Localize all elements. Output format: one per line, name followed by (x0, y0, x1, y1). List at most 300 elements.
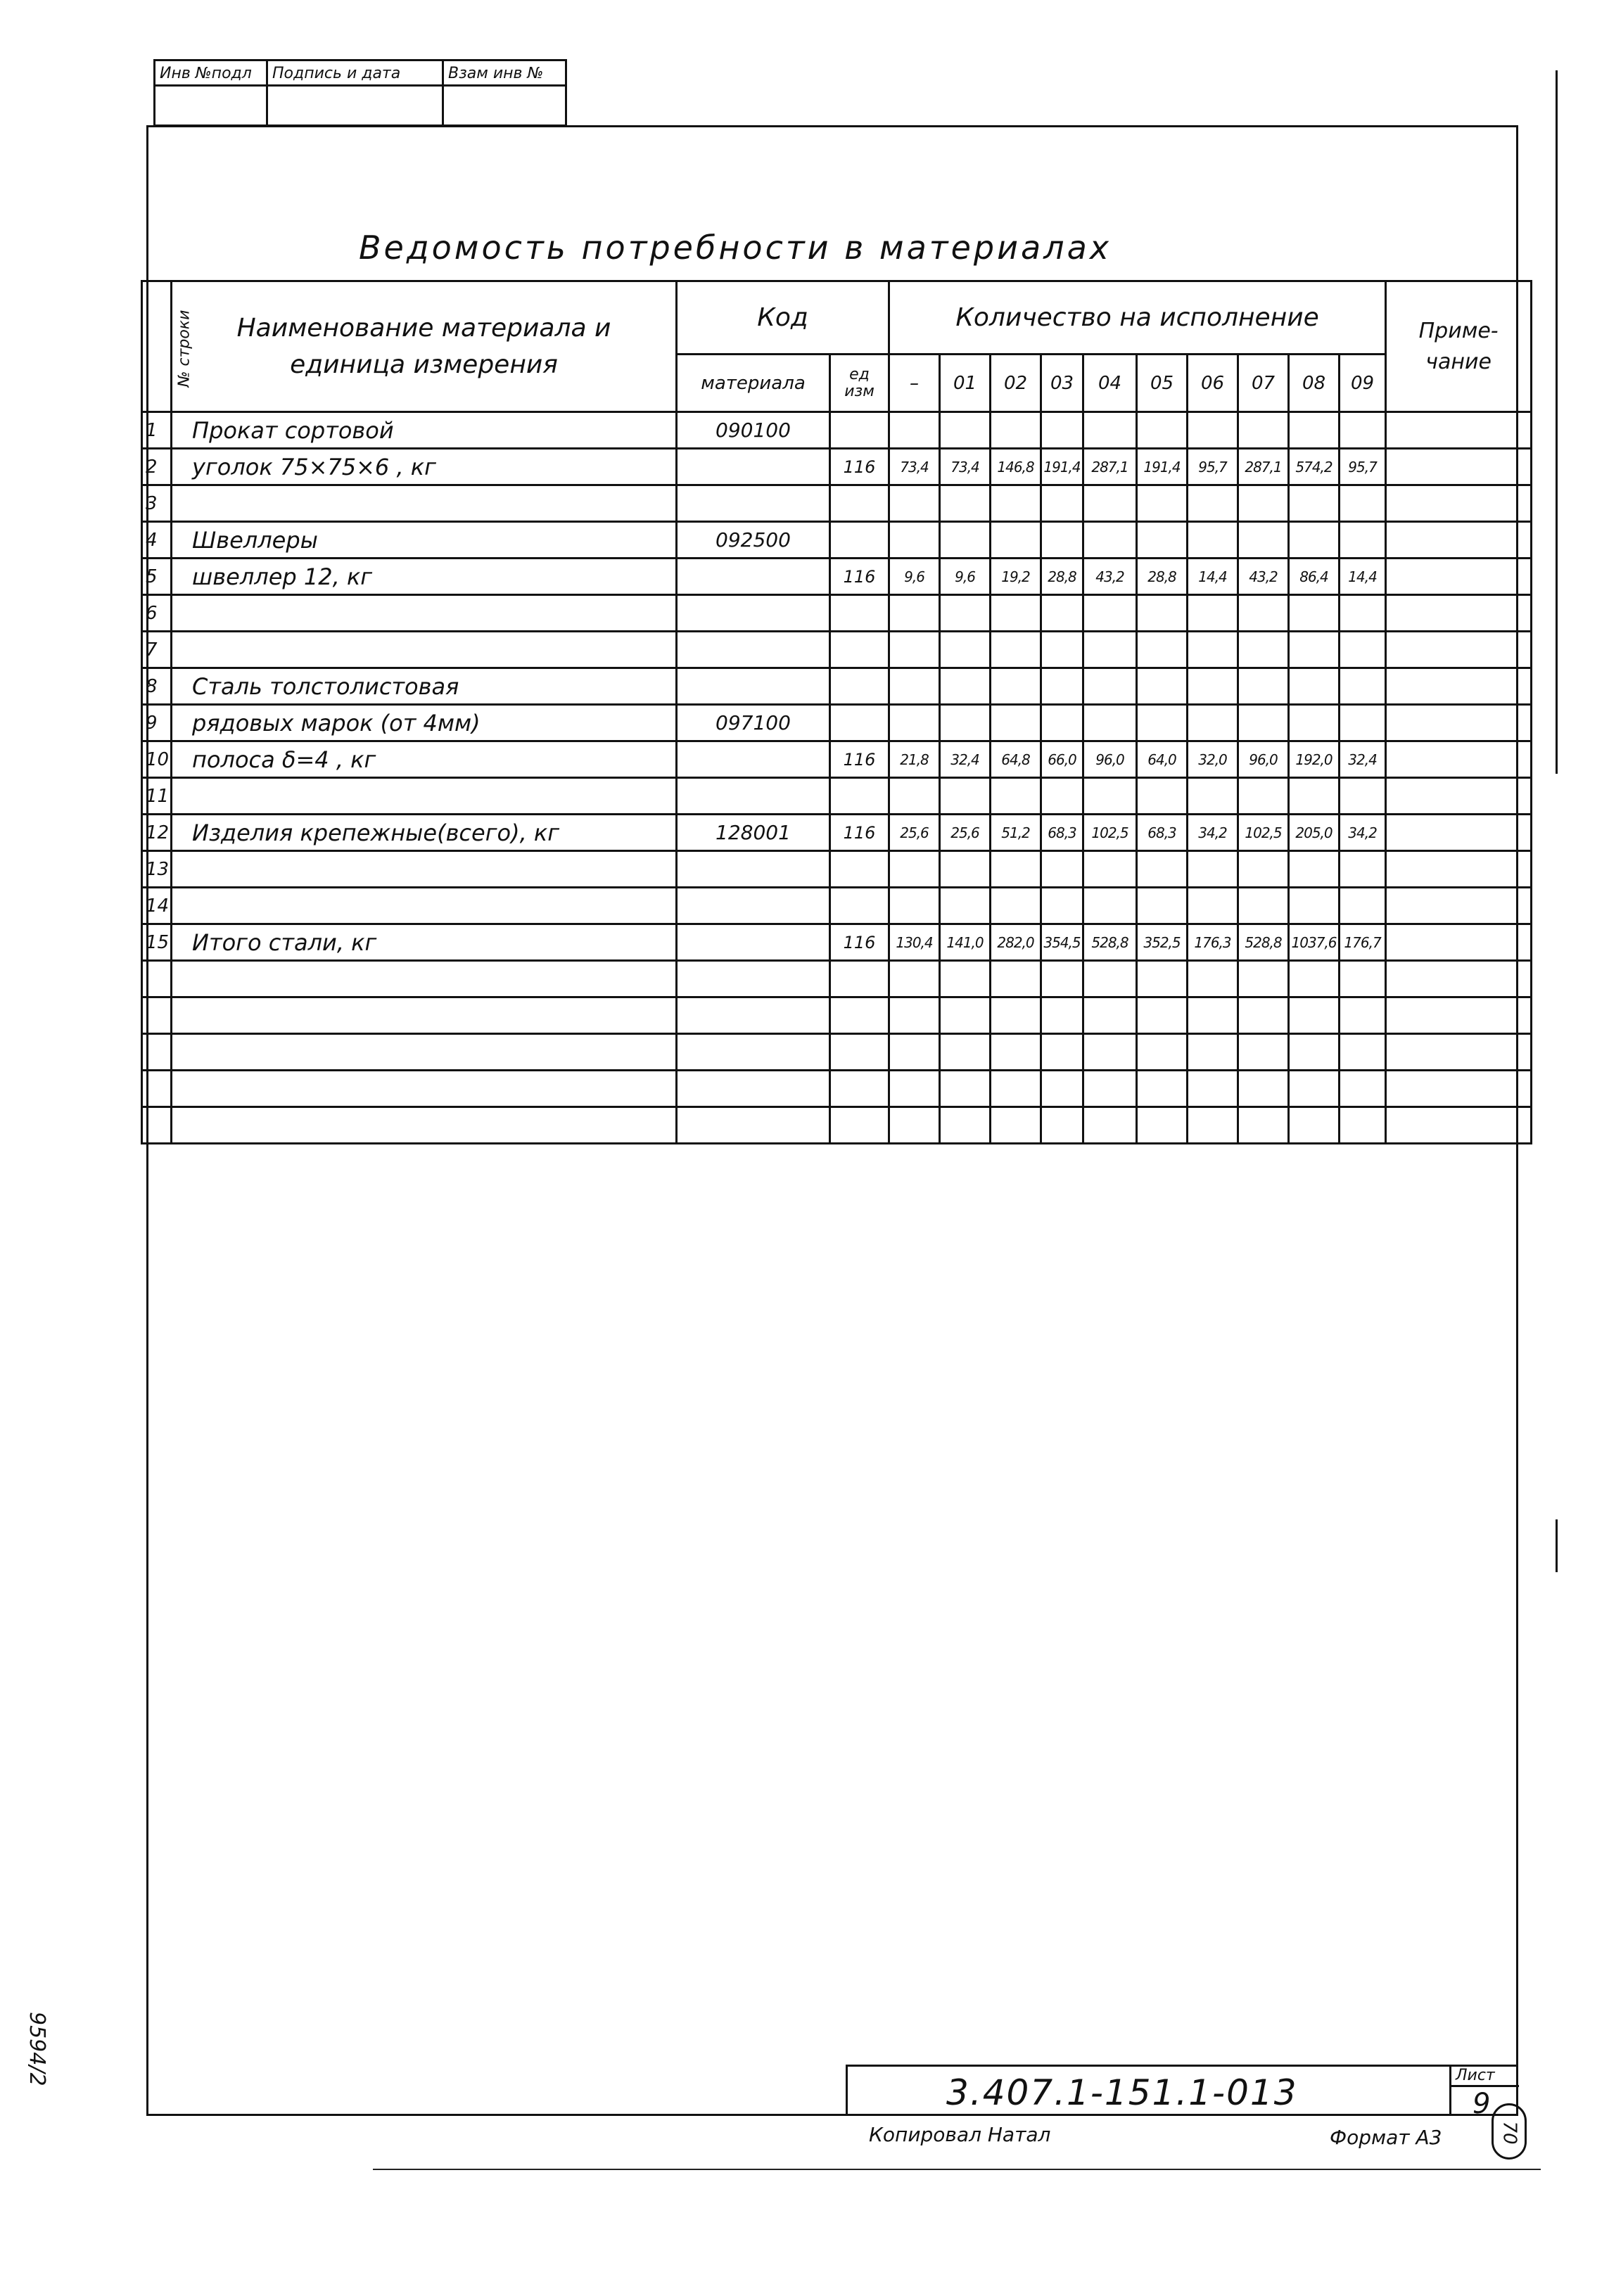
note-cell (1386, 961, 1532, 997)
quantity-cell (1137, 1071, 1188, 1107)
row-number (142, 997, 172, 1034)
material-code (677, 632, 830, 668)
header-variant: 02 (991, 355, 1041, 412)
table-row (142, 595, 1532, 632)
row-number (142, 1034, 172, 1071)
material-code (677, 1071, 830, 1107)
note-cell (1386, 522, 1532, 559)
note-cell (1386, 741, 1532, 778)
quantity-cell: 9,6 (889, 559, 940, 595)
row-number: 8 (142, 668, 172, 705)
quantity-cell (1238, 632, 1289, 668)
quantity-cell (1137, 778, 1188, 815)
quantity-cell (889, 522, 940, 559)
material-code (677, 559, 830, 595)
quantity-cell (991, 485, 1041, 522)
quantity-cell: 25,6 (889, 815, 940, 851)
quantity-cell (1238, 485, 1289, 522)
material-code (677, 485, 830, 522)
quantity-cell (940, 668, 991, 705)
quantity-cell (1340, 1071, 1386, 1107)
quantity-cell (1340, 412, 1386, 449)
quantity-cell (1041, 412, 1083, 449)
quantity-cell (1188, 888, 1238, 924)
table-row (142, 668, 1532, 705)
unit-code: 116 (830, 741, 889, 778)
sheet-number: 9 (1473, 2088, 1491, 2120)
material-name (172, 1034, 677, 1071)
row-number (142, 1071, 172, 1107)
quantity-cell: 43,2 (1083, 559, 1137, 595)
quantity-cell (1188, 961, 1238, 997)
row-number: 12 (142, 815, 172, 851)
quantity-cell (1340, 705, 1386, 741)
note-cell (1386, 595, 1532, 632)
quantity-cell (940, 1107, 991, 1144)
material-code (677, 997, 830, 1034)
quantity-cell (1289, 1107, 1340, 1144)
note-cell (1386, 851, 1532, 888)
quantity-cell (1238, 778, 1289, 815)
quantity-cell (1238, 412, 1289, 449)
quantity-cell (940, 888, 991, 924)
quantity-cell (1137, 1107, 1188, 1144)
quantity-cell (940, 778, 991, 815)
material-code (677, 924, 830, 961)
quantity-cell (1137, 961, 1188, 997)
quantity-cell: 68,3 (1041, 815, 1083, 851)
table-row (142, 1107, 1532, 1144)
materials-table (141, 280, 1532, 1144)
material-name: полоса δ=4 , кг (172, 741, 677, 778)
material-code: 097100 (677, 705, 830, 741)
row-number: 5 (142, 559, 172, 595)
quantity-cell: 73,4 (940, 449, 991, 485)
quantity-cell (940, 595, 991, 632)
material-name (172, 888, 677, 924)
quantity-cell (1083, 522, 1137, 559)
table-row (142, 485, 1532, 522)
page-title: Ведомость потребности в материалах (359, 229, 1112, 267)
material-name (172, 851, 677, 888)
document-code: 3.407.1-151.1-013 (946, 2072, 1298, 2113)
header-variant: – (889, 355, 940, 412)
row-number: 9 (142, 705, 172, 741)
header-code-material: материала (677, 355, 830, 412)
note-cell (1386, 1034, 1532, 1071)
quantity-cell (991, 997, 1041, 1034)
row-number (142, 961, 172, 997)
quantity-cell (1083, 595, 1137, 632)
unit-code (830, 522, 889, 559)
quantity-cell (1041, 1034, 1083, 1071)
table-row (142, 559, 1532, 595)
quantity-cell (1289, 522, 1340, 559)
header-name: Наименование материала и единица измерения (172, 281, 677, 412)
quantity-cell (991, 1034, 1041, 1071)
table-row (142, 632, 1532, 668)
quantity-cell (1340, 595, 1386, 632)
quantity-cell (889, 1107, 940, 1144)
quantity-cell (1188, 705, 1238, 741)
quantity-cell (940, 412, 991, 449)
quantity-cell: 96,0 (1083, 741, 1137, 778)
table-row (142, 522, 1532, 559)
quantity-cell (1188, 778, 1238, 815)
quantity-cell: 192,0 (1289, 741, 1340, 778)
header-quantity: Количество на исполнение (889, 281, 1386, 355)
quantity-cell: 141,0 (940, 924, 991, 961)
material-code (677, 961, 830, 997)
quantity-cell (1289, 778, 1340, 815)
quantity-cell (1340, 888, 1386, 924)
quantity-cell (1188, 851, 1238, 888)
unit-code: 116 (830, 559, 889, 595)
quantity-cell (1041, 997, 1083, 1034)
quantity-cell: 68,3 (1137, 815, 1188, 851)
header-variant: 08 (1289, 355, 1340, 412)
unit-code: 116 (830, 815, 889, 851)
quantity-cell (1188, 485, 1238, 522)
quantity-cell (1083, 668, 1137, 705)
stamp-cell (155, 87, 268, 127)
quantity-cell (1188, 595, 1238, 632)
quantity-cell: 354,5 (1041, 924, 1083, 961)
quantity-cell (889, 1034, 940, 1071)
unit-code: 116 (830, 924, 889, 961)
quantity-cell (991, 668, 1041, 705)
unit-code (830, 668, 889, 705)
row-number: 1 (142, 412, 172, 449)
quantity-cell: 19,2 (991, 559, 1041, 595)
table-row (142, 705, 1532, 741)
quantity-cell: 14,4 (1188, 559, 1238, 595)
quantity-cell (1188, 1071, 1238, 1107)
unit-code (830, 961, 889, 997)
quantity-cell (1238, 851, 1289, 888)
quantity-cell: 32,0 (1188, 741, 1238, 778)
quantity-cell (1289, 595, 1340, 632)
quantity-cell: 176,7 (1340, 924, 1386, 961)
quantity-cell (1083, 485, 1137, 522)
material-code (677, 851, 830, 888)
quantity-cell (1041, 705, 1083, 741)
quantity-cell (1289, 888, 1340, 924)
table-row (142, 412, 1532, 449)
sheet-label: Лист (1456, 2067, 1495, 2084)
header-variant: 01 (940, 355, 991, 412)
quantity-cell: 191,4 (1041, 449, 1083, 485)
quantity-cell (1188, 522, 1238, 559)
header-variant: 06 (1188, 355, 1238, 412)
quantity-cell: 191,4 (1137, 449, 1188, 485)
material-name (172, 961, 677, 997)
quantity-cell (1340, 522, 1386, 559)
table-row (142, 924, 1532, 961)
archive-number: 9594/2 (25, 2012, 49, 2086)
quantity-cell: 96,0 (1238, 741, 1289, 778)
quantity-cell: 282,0 (991, 924, 1041, 961)
quantity-cell (889, 888, 940, 924)
quantity-cell: 66,0 (1041, 741, 1083, 778)
quantity-cell (1289, 851, 1340, 888)
note-cell (1386, 815, 1532, 851)
quantity-cell (889, 668, 940, 705)
quantity-cell: 32,4 (1340, 741, 1386, 778)
unit-code (830, 888, 889, 924)
quantity-cell (1041, 888, 1083, 924)
quantity-cell: 287,1 (1238, 449, 1289, 485)
material-name: Сталь толстолистовая (172, 668, 677, 705)
quantity-cell (1041, 1107, 1083, 1144)
quantity-cell (940, 961, 991, 997)
quantity-cell (1137, 485, 1188, 522)
quantity-cell: 14,4 (1340, 559, 1386, 595)
quantity-cell (1041, 485, 1083, 522)
note-cell (1386, 924, 1532, 961)
quantity-cell (991, 632, 1041, 668)
quantity-cell (1137, 522, 1188, 559)
quantity-cell (1289, 1034, 1340, 1071)
quantity-cell (1238, 1034, 1289, 1071)
note-cell (1386, 1071, 1532, 1107)
quantity-cell (1137, 668, 1188, 705)
note-cell (1386, 668, 1532, 705)
quantity-cell: 21,8 (889, 741, 940, 778)
quantity-cell: 205,0 (1289, 815, 1340, 851)
note-cell (1386, 412, 1532, 449)
stamp-replaced-inv: Взам инв № (444, 61, 567, 87)
row-number: 3 (142, 485, 172, 522)
quantity-cell (940, 705, 991, 741)
quantity-cell (940, 1034, 991, 1071)
quantity-cell: 352,5 (1137, 924, 1188, 961)
material-name (172, 632, 677, 668)
note-cell (1386, 997, 1532, 1034)
header-variant: 04 (1083, 355, 1137, 412)
quantity-cell (1238, 997, 1289, 1034)
unit-code (830, 412, 889, 449)
quantity-cell (889, 632, 940, 668)
quantity-cell (991, 961, 1041, 997)
quantity-cell (1289, 632, 1340, 668)
unit-code (830, 595, 889, 632)
quantity-cell (889, 778, 940, 815)
quantity-cell (1041, 595, 1083, 632)
quantity-cell (1188, 997, 1238, 1034)
quantity-cell: 34,2 (1340, 815, 1386, 851)
quantity-cell (1137, 632, 1188, 668)
paper-format: Формат А3 (1330, 2126, 1442, 2149)
quantity-cell (991, 522, 1041, 559)
quantity-cell (889, 851, 940, 888)
quantity-cell (940, 632, 991, 668)
quantity-cell (1238, 888, 1289, 924)
quantity-cell (889, 485, 940, 522)
quantity-cell (1188, 632, 1238, 668)
unit-code (830, 851, 889, 888)
edge-line (1556, 1519, 1558, 1572)
row-number: 2 (142, 449, 172, 485)
quantity-cell: 102,5 (1083, 815, 1137, 851)
quantity-cell: 146,8 (991, 449, 1041, 485)
material-name (172, 1107, 677, 1144)
quantity-cell (1340, 1107, 1386, 1144)
row-number: 15 (142, 924, 172, 961)
quantity-cell (991, 778, 1041, 815)
quantity-cell (1340, 668, 1386, 705)
quantity-cell (1041, 668, 1083, 705)
header-note: Приме- чание (1386, 281, 1532, 412)
header-variant: 05 (1137, 355, 1188, 412)
unit-code (830, 778, 889, 815)
material-code: 128001 (677, 815, 830, 851)
row-number: 7 (142, 632, 172, 668)
quantity-cell (889, 961, 940, 997)
quantity-cell (1238, 522, 1289, 559)
quantity-cell (1083, 412, 1137, 449)
quantity-cell (1083, 997, 1137, 1034)
material-name: Изделия крепежные(всего), кг (172, 815, 677, 851)
note-cell (1386, 705, 1532, 741)
quantity-cell (1083, 1071, 1137, 1107)
quantity-cell (1289, 412, 1340, 449)
unit-code (830, 485, 889, 522)
quantity-cell: 28,8 (1137, 559, 1188, 595)
quantity-cell: 86,4 (1289, 559, 1340, 595)
copied-by: Копировал Натал (869, 2123, 1051, 2146)
quantity-cell (1083, 1034, 1137, 1071)
page-number: 70 (1499, 2121, 1520, 2145)
quantity-cell (1238, 961, 1289, 997)
quantity-cell (1238, 705, 1289, 741)
quantity-cell (1041, 632, 1083, 668)
quantity-cell (1188, 1107, 1238, 1144)
quantity-cell (940, 851, 991, 888)
material-name: уголок 75×75×6 , кг (172, 449, 677, 485)
quantity-cell (1340, 851, 1386, 888)
material-name: рядовых марок (от 4мм) (172, 705, 677, 741)
quantity-cell (1137, 412, 1188, 449)
quantity-cell: 528,8 (1083, 924, 1137, 961)
quantity-cell (889, 412, 940, 449)
quantity-cell: 51,2 (991, 815, 1041, 851)
quantity-cell (1083, 778, 1137, 815)
material-code (677, 1107, 830, 1144)
quantity-cell: 574,2 (1289, 449, 1340, 485)
quantity-cell (1289, 668, 1340, 705)
page-number-circle (1492, 2103, 1527, 2160)
quantity-cell: 176,3 (1188, 924, 1238, 961)
quantity-cell (1289, 485, 1340, 522)
quantity-cell (1137, 1034, 1188, 1071)
quantity-cell: 287,1 (1083, 449, 1137, 485)
unit-code (830, 997, 889, 1034)
row-number: 6 (142, 595, 172, 632)
quantity-cell: 64,8 (991, 741, 1041, 778)
header-code-unit: ед изм (830, 355, 889, 412)
table-row (142, 997, 1532, 1034)
quantity-cell (940, 997, 991, 1034)
unit-code (830, 632, 889, 668)
bottom-rule (373, 2169, 1541, 2170)
quantity-cell (1137, 595, 1188, 632)
title-block (846, 2065, 1518, 2120)
material-code (677, 778, 830, 815)
quantity-cell (1340, 778, 1386, 815)
material-code: 090100 (677, 412, 830, 449)
quantity-cell (889, 997, 940, 1034)
quantity-cell (1289, 1071, 1340, 1107)
table-row (142, 741, 1532, 778)
quantity-cell (1238, 595, 1289, 632)
quantity-cell (889, 705, 940, 741)
table-row (142, 851, 1532, 888)
note-cell (1386, 778, 1532, 815)
quantity-cell (1238, 1107, 1289, 1144)
quantity-cell (889, 595, 940, 632)
note-cell (1386, 632, 1532, 668)
material-name (172, 778, 677, 815)
material-code (677, 888, 830, 924)
quantity-cell: 32,4 (940, 741, 991, 778)
quantity-cell (1137, 997, 1188, 1034)
quantity-cell (889, 1071, 940, 1107)
quantity-cell (991, 595, 1041, 632)
quantity-cell: 64,0 (1137, 741, 1188, 778)
row-number: 13 (142, 851, 172, 888)
quantity-cell (1188, 412, 1238, 449)
header-variant: 07 (1238, 355, 1289, 412)
quantity-cell (1041, 522, 1083, 559)
header-variant: 09 (1340, 355, 1386, 412)
quantity-cell: 34,2 (1188, 815, 1238, 851)
quantity-cell (1137, 851, 1188, 888)
row-number: 4 (142, 522, 172, 559)
quantity-cell (991, 888, 1041, 924)
quantity-cell (1188, 1034, 1238, 1071)
table-row (142, 1034, 1532, 1071)
unit-code: 116 (830, 449, 889, 485)
quantity-cell (1041, 778, 1083, 815)
table-row (142, 778, 1532, 815)
quantity-cell (940, 1071, 991, 1107)
row-number: 11 (142, 778, 172, 815)
quantity-cell (1083, 851, 1137, 888)
quantity-cell (1340, 632, 1386, 668)
material-code (677, 1034, 830, 1071)
note-cell (1386, 485, 1532, 522)
quantity-cell (991, 851, 1041, 888)
quantity-cell: 1037,6 (1289, 924, 1340, 961)
quantity-cell: 95,7 (1340, 449, 1386, 485)
unit-code (830, 705, 889, 741)
note-cell (1386, 449, 1532, 485)
material-name (172, 997, 677, 1034)
stamp-signature-date: Подпись и дата (268, 61, 444, 87)
material-name: швеллер 12, кг (172, 559, 677, 595)
quantity-cell (1289, 961, 1340, 997)
quantity-cell (940, 522, 991, 559)
quantity-cell: 28,8 (1041, 559, 1083, 595)
unit-code (830, 1071, 889, 1107)
quantity-cell (1041, 961, 1083, 997)
table-row (142, 815, 1532, 851)
note-cell (1386, 1107, 1532, 1144)
quantity-cell (1083, 1107, 1137, 1144)
unit-code (830, 1107, 889, 1144)
material-code (677, 449, 830, 485)
